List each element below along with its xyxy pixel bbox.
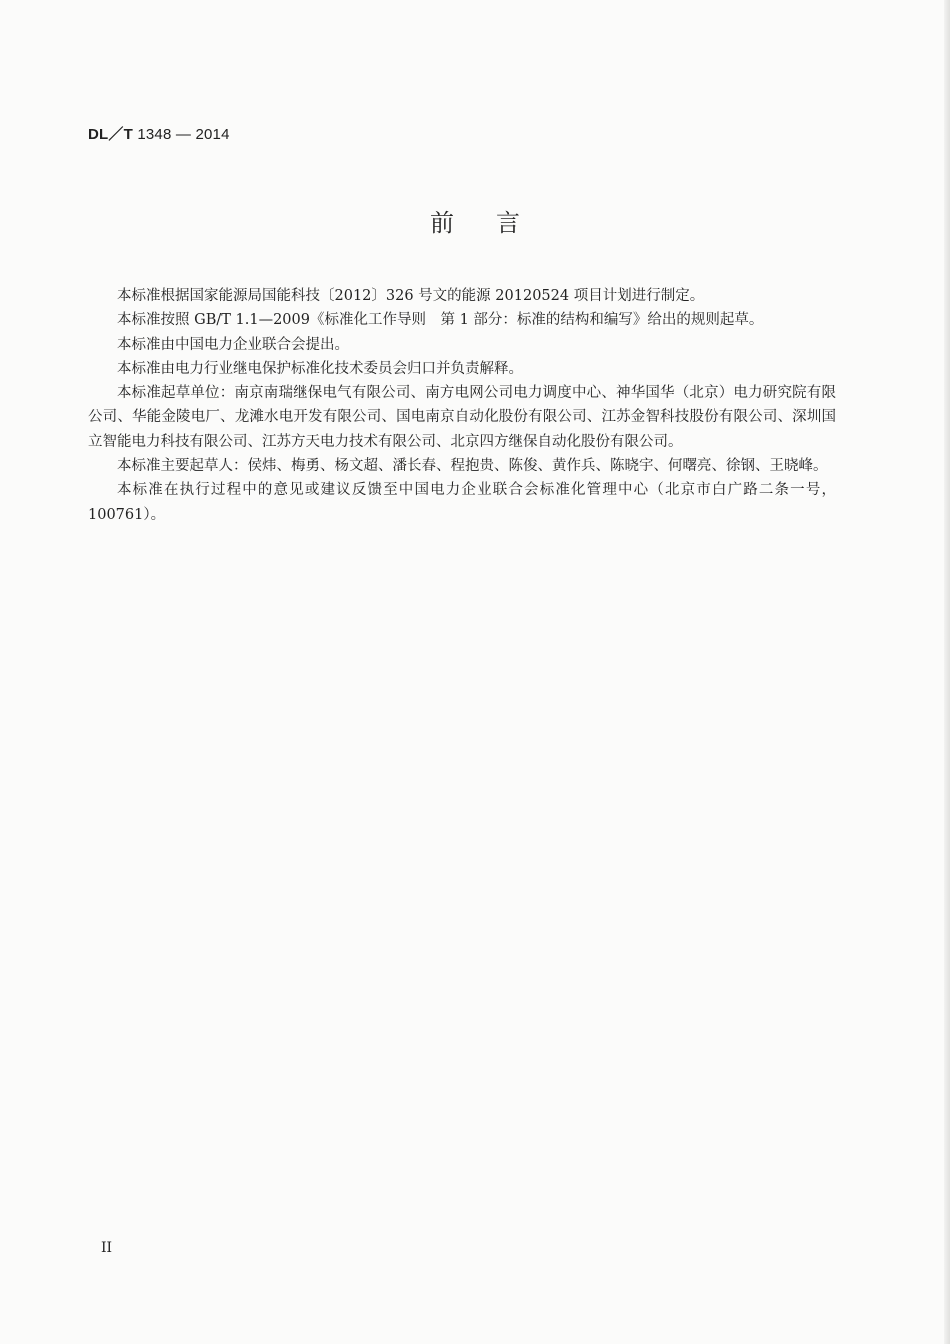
paragraph-proposer: 本标准由中国电力企业联合会提出。 — [117, 336, 349, 353]
paragraph-drafting-units: 本标准起草单位：南京南瑞继保电气有限公司、南方电网公司电力调度中心、神华国华（北京）电力研究院有限公司、华能金陵电厂、龙滩水电开发有限公司、国电南京自动化股份有限公司、江苏金智科技股份有限公司、深圳国立智能电力科技有限公司、江苏方天电力技术有限公司、北京四方继保自动化股份有限公司。 — [88, 385, 836, 450]
foreword-body — [88, 284, 836, 527]
paragraph-drafters: 本标准主要起草人：侯炜、梅勇、杨文超、潘长春、程抱贵、陈俊、黄作兵、陈晓宇、何曙亮、徐钢、王晓峰。 — [117, 458, 828, 475]
standard-code — [88, 123, 230, 144]
paragraph-committee: 本标准由电力行业继电保护标准化技术委员会归口并负责解释。 — [117, 360, 523, 377]
page-title: 前言 — [430, 209, 562, 237]
page-number: II — [101, 1240, 113, 1256]
standard-number: 1348 — 2014 — [132, 126, 230, 143]
standard-prefix: DL／T — [88, 126, 133, 143]
paragraph-plan: 本标准根据国家能源局国能科技〔2012〕326 号文的能源 20120524 项目计划进行制定。 — [117, 288, 705, 304]
paragraph-feedback: 本标准在执行过程中的意见或建议反馈至中国电力企业联合会标准化管理中心（北京市白广路二条一号，100761）。 — [88, 482, 836, 523]
paragraph-rules: 本标准按照 GB/T 1.1—2009《标准化工作导则 第 1 部分：标准的结构和编写》给出的规则起草。 — [117, 312, 764, 329]
page-edge-shadow — [944, 0, 950, 1344]
